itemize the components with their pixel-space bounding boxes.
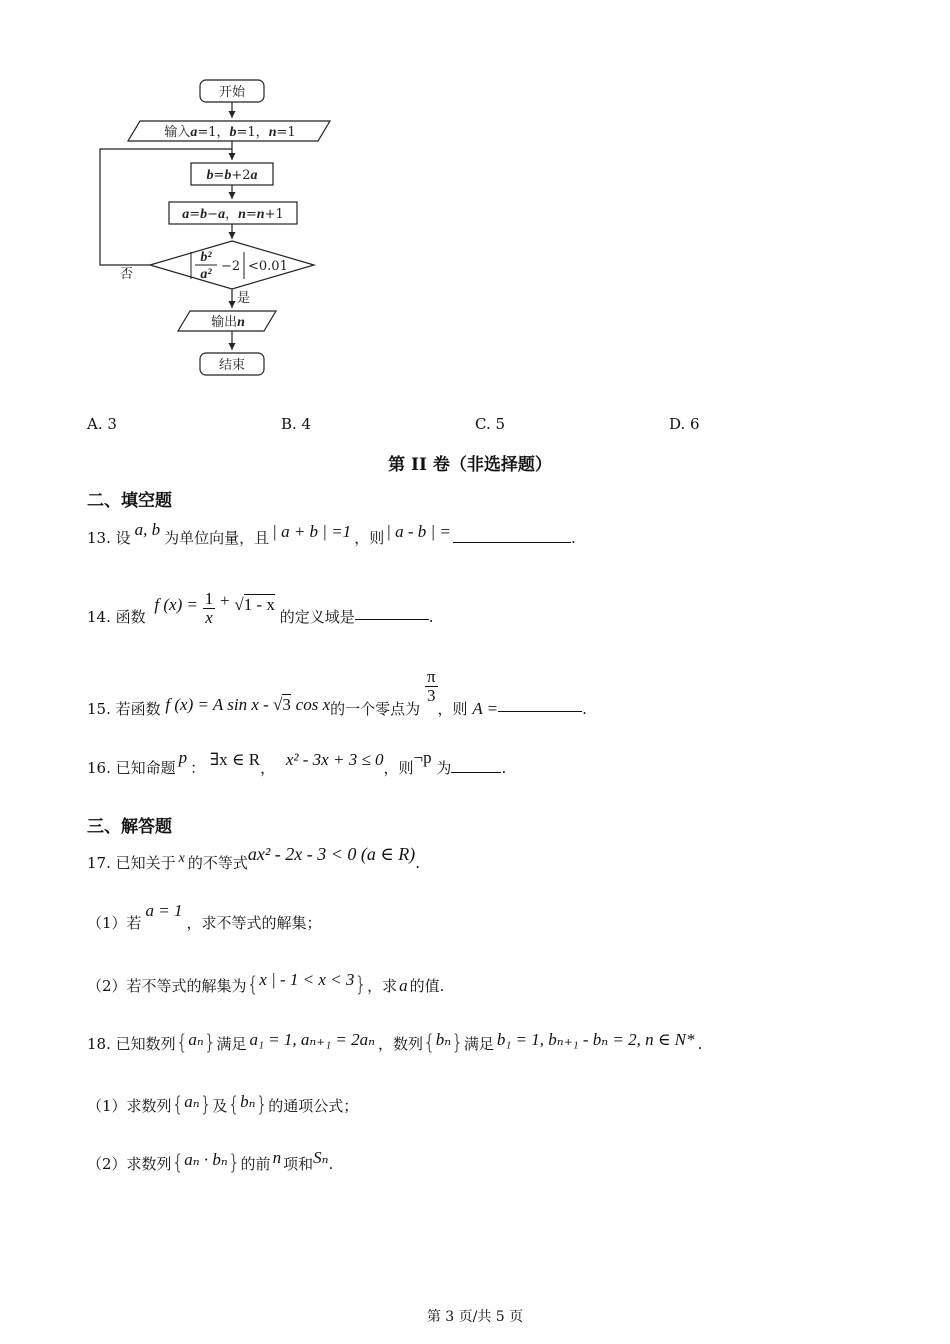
question-17: 17. 已知关于 x 的不等式ax² - 2x - 3 < 0 (a ∈ R).	[87, 844, 420, 872]
question-17-part2: （2）若不等式的解集为{x | - 1 < x < 3}，求 a 的值.	[87, 970, 445, 996]
question-17-part1: （1）若a = 1，求不等式的解集；	[87, 901, 322, 932]
q14-sqrt: √1 - x	[234, 595, 275, 614]
option-a: A. 3	[87, 415, 117, 433]
question-14: 14. 函数 f (x) = $\frac{1}{x}$ + √1 - x 的定义域是 .	[87, 589, 434, 627]
flow-cond-den: a²	[200, 267, 212, 282]
q15-answer-blank[interactable]	[498, 697, 582, 712]
flow-step1-label: b=b+2a	[206, 168, 258, 183]
flow-end-label: 结束	[218, 358, 246, 373]
flow-output-label: 输出n	[211, 315, 245, 330]
flow-no-label: 否	[120, 267, 134, 282]
flow-cond-rhs: <0.01	[248, 259, 288, 274]
question-13: 13. 设 a, b 为单位向量，且 | a + b | =1 ，则 | a - b | = .	[87, 520, 576, 547]
question-18-part2: （2）求数列{aₙ · bₙ}的前 n 项和Sₙ.	[87, 1148, 334, 1174]
question-15: 15. 若函数 f (x) = A sin x - √3 cos x的一个零点为 $\frac{\pi}{3}$ ，则 A = .	[87, 667, 587, 719]
page-footer: 第 3 页/共 5 页	[426, 1309, 524, 1325]
flow-cond-num: b²	[200, 250, 212, 265]
option-c: C. 5	[475, 415, 506, 433]
flow-yes-label: 是	[237, 291, 251, 306]
flow-step2-label: a=b−a，n=n+1	[182, 207, 284, 222]
q16-answer-blank[interactable]	[451, 758, 501, 773]
flowchart	[90, 70, 350, 380]
q14-answer-blank[interactable]	[355, 605, 429, 620]
section-solve-title: 三、解答题	[87, 817, 172, 837]
part2-title: 第 II 卷（非选择题）	[388, 455, 552, 475]
question-18: 18. 已知数列{aₙ}满足 a₁ = 1, aₙ₊₁ = 2aₙ ，数列{bₙ}满足 b₁ = 1, bₙ₊₁ - bₙ = 2, n ∈ N* .	[87, 1030, 703, 1054]
flow-cond-minus: −2	[221, 259, 241, 274]
question-18-part1: （1）求数列{aₙ}及{bₙ}的通项公式；	[87, 1092, 359, 1116]
flow-start-label: 开始	[218, 85, 246, 100]
section-fill-in-title: 二、填空题	[87, 491, 172, 511]
flow-input-label: 输入a=1，b=1，n=1	[164, 125, 296, 140]
question-16: 16. 已知命题p： ∃x ∈ R， x² - 3x + 3 ≤ 0，则¬p 为 .	[87, 748, 507, 777]
option-d: D. 6	[669, 415, 700, 433]
option-b: B. 4	[281, 415, 312, 433]
q13-answer-blank[interactable]	[453, 528, 571, 543]
